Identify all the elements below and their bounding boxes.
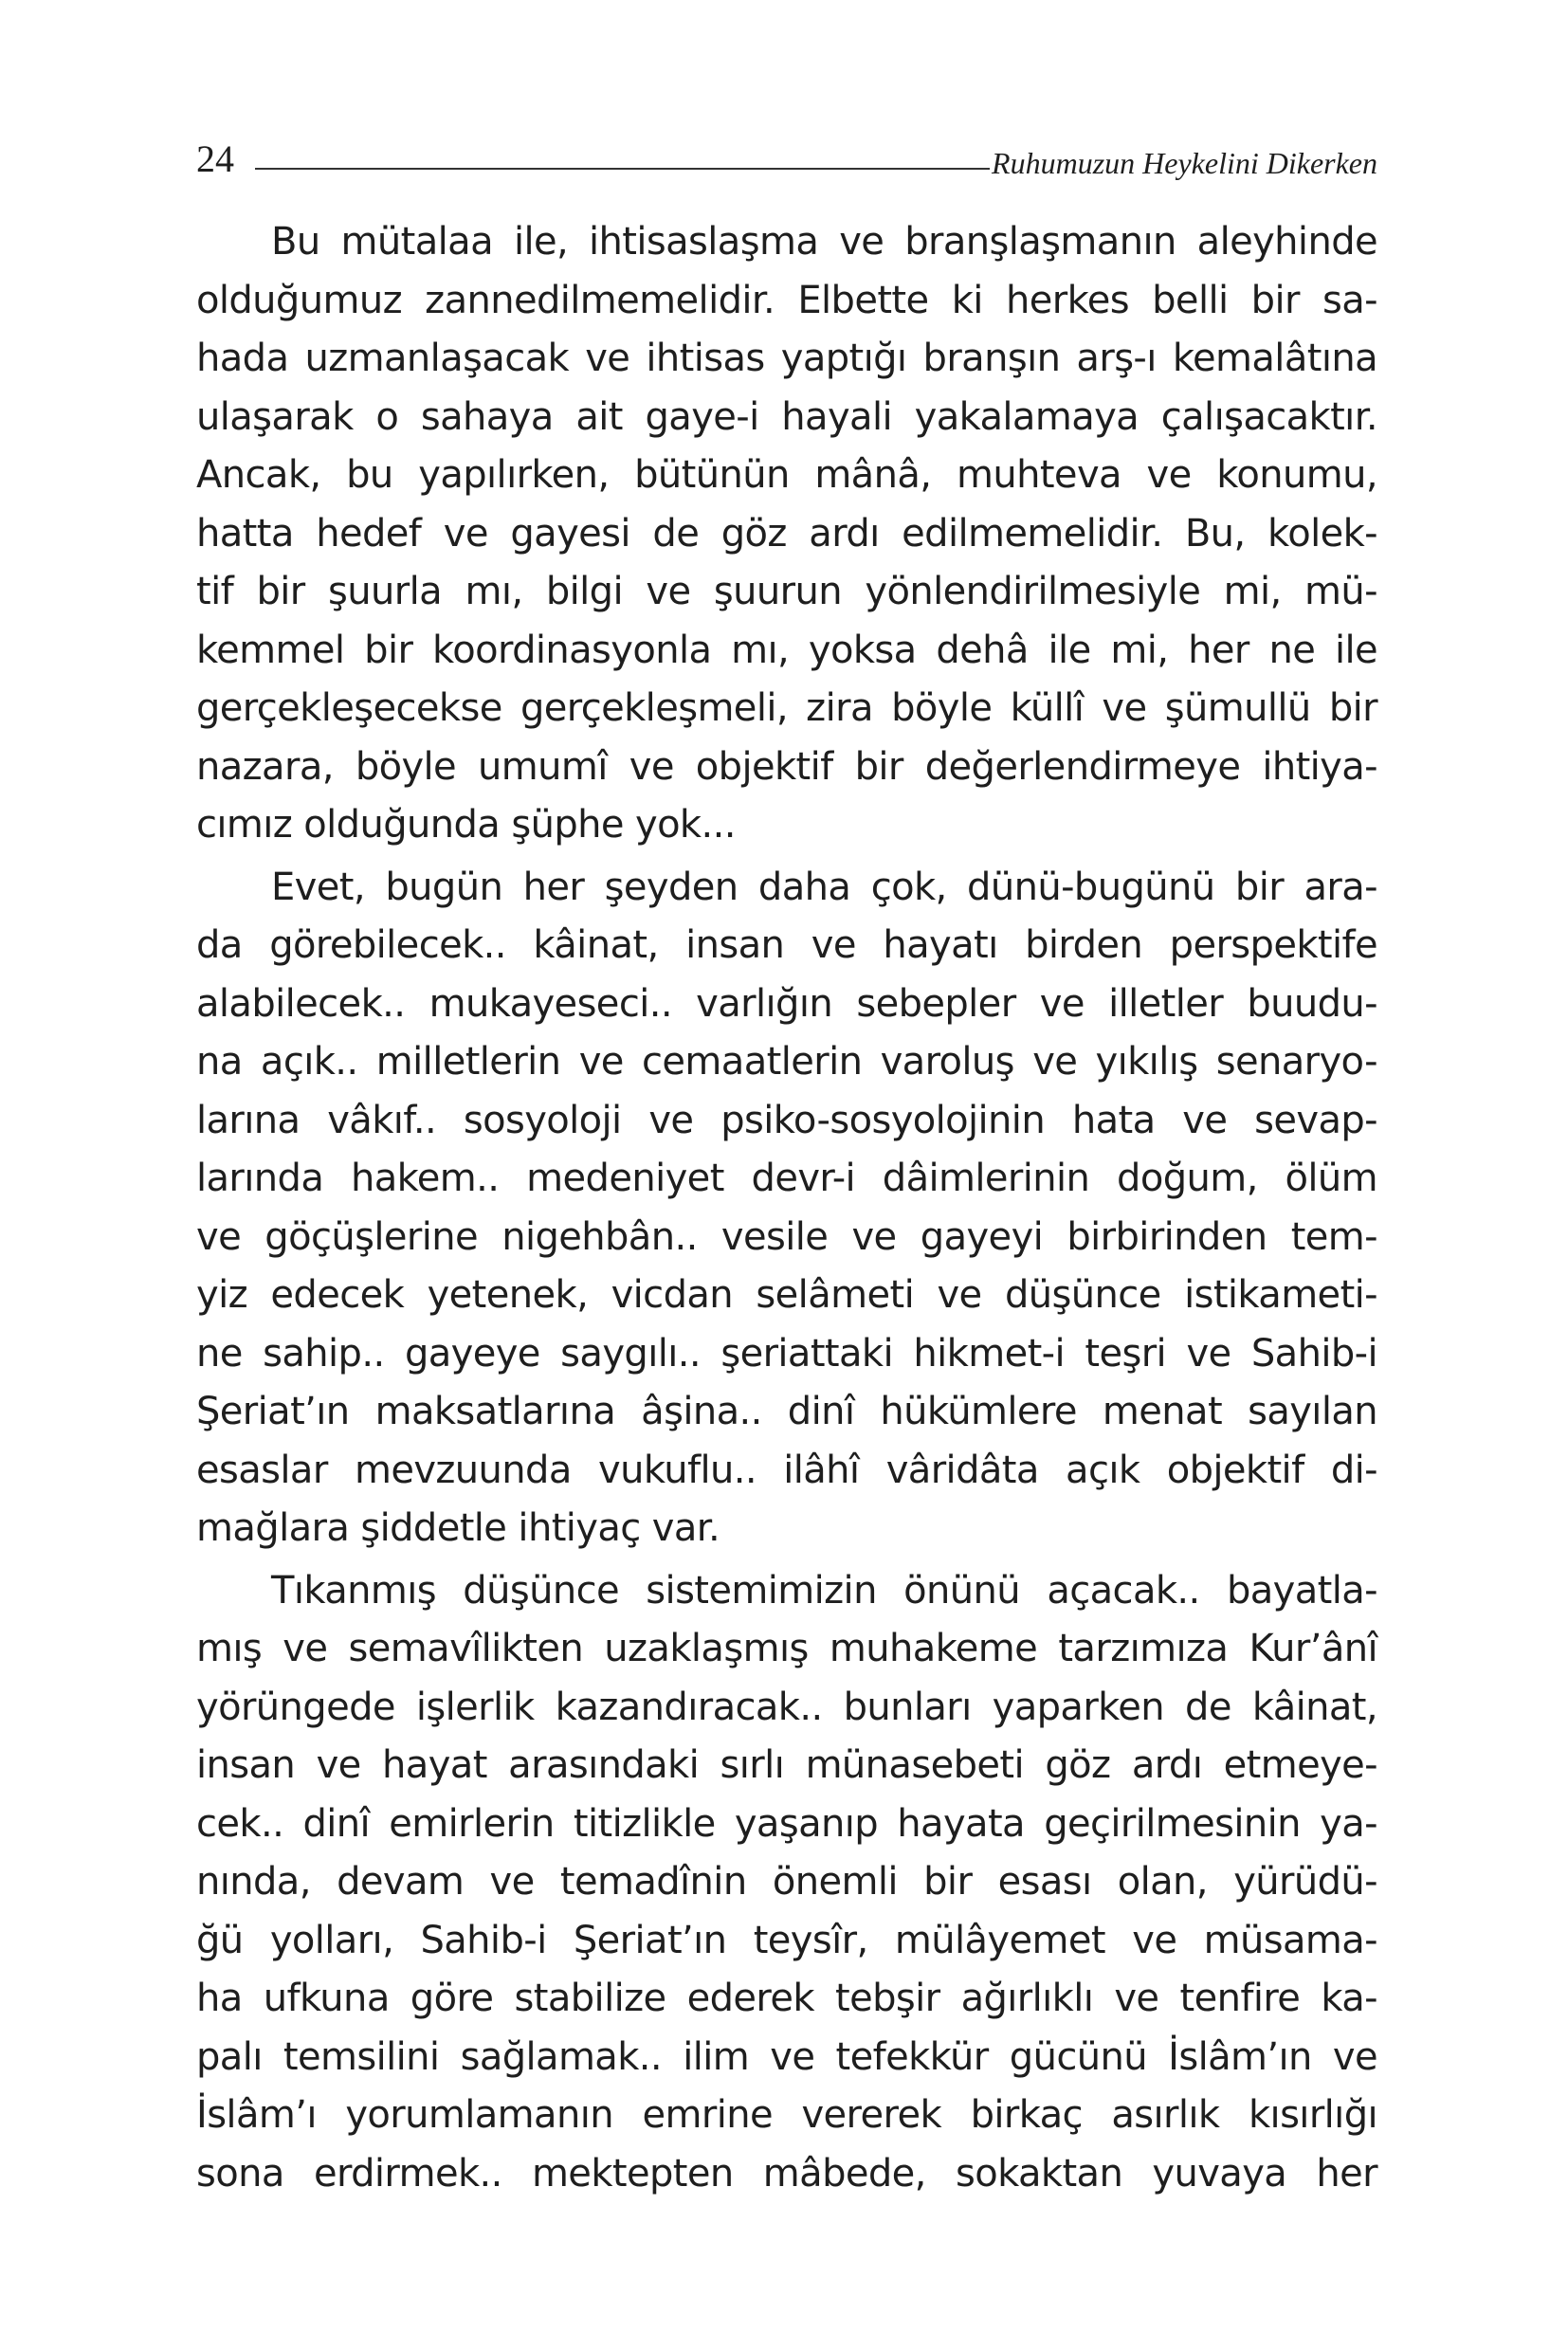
paragraph-1 (196, 213, 1377, 855)
text-line: mış ve semavîlikten uzaklaşmış muhakeme tarzımıza Kur’ânî (196, 1627, 1377, 1670)
text-line: hada uzmanlaşacak ve ihtisas yaptığı branşın arş-ı kemalâtına (196, 337, 1377, 380)
text-line: ğü yolları, Sahib-i Şeriat’ın teysîr, mülâyemet ve müsama- (196, 1918, 1377, 1962)
text-line: kemmel bir koordinasyonla mı, yoksa dehâ ile mi, her ne ile (196, 628, 1377, 672)
paragraph-2 (196, 859, 1377, 1558)
running-header (196, 121, 1377, 178)
text-line: larında hakem.. medeniyet devr-i dâimlerinin doğum, ölüm (196, 1157, 1377, 1200)
text-line: insan ve hayat arasındaki sırlı münasebeti göz ardı etmeye- (196, 1743, 1377, 1787)
text-line: na açık.. milletlerin ve cemaatlerin varoluş ve yıkılış senaryo- (196, 1040, 1377, 1084)
text-line: Şeriat’ın maksatlarına âşina.. dinî hükümlere menat sayılan (196, 1390, 1377, 1433)
text-line: ve göçüşlerine nigehbân.. vesile ve gayeyi birbirinden tem- (196, 1214, 1377, 1259)
text-line: Bu mütalaa ile, ihtisaslaşma ve branşlaşmanın aleyhinde (271, 220, 1377, 264)
paragraph-3 (196, 1562, 1377, 2204)
body-text (196, 213, 1377, 2207)
text-line: esaslar mevzuunda vukuflu.. ilâhî vâridâta açık objektif di- (196, 1448, 1377, 1492)
text-line: da görebilecek.. kâinat, insan ve hayatı birden perspektife (196, 923, 1377, 967)
page-number: 24 (196, 137, 234, 180)
text-line: yörüngede işlerlik kazandıracak.. bunları yaparken de kâinat, (196, 1685, 1377, 1729)
text-line: cımız olduğunda şüphe yok... (196, 803, 736, 847)
text-line: olduğumuz zannedilmemelidir. Elbette ki herkes belli bir sa- (196, 278, 1377, 322)
running-title: Ruhumuzun Heykelini Dikerken (992, 146, 1377, 180)
text-line: Evet, bugün her şeyden daha çok, dünü-bugünü bir ara- (271, 865, 1377, 909)
text-line: İslâm’ı yorumlamanın emrine vererek birkaç asırlık kısırlığı (196, 2093, 1377, 2137)
text-line: larına vâkıf.. sosyoloji ve psiko-sosyolojinin hata ve sevap- (196, 1098, 1377, 1142)
text-line: palı temsilini sağlamak.. ilim ve tefekkür gücünü İslâm’ın ve (196, 2034, 1377, 2079)
text-line: sona erdirmek.. mektepten mâbede, sokaktan yuvaya her (196, 2151, 1377, 2196)
text-line: nazara, böyle umumî ve objektif bir değerlendirmeye ihtiya- (196, 744, 1377, 789)
text-line: cek.. dinî emirlerin titizlikle yaşanıp hayata geçirilmesinin ya- (196, 1801, 1377, 1846)
text-line: gerçekleşecekse gerçekleşmeli, zira böyle küllî ve şümullü bir (196, 686, 1377, 730)
text-line: Tıkanmış düşünce sistemimizin önünü açacak.. bayatla- (271, 1568, 1377, 1613)
text-line: ha ufkuna göre stabilize ederek tebşir ağırlıklı ve tenfire ka- (196, 1977, 1377, 2020)
text-line: ne sahip.. gayeye saygılı.. şeriattaki hikmet-i teşri ve Sahib-i (196, 1331, 1377, 1376)
header-rule (255, 168, 990, 170)
text-line: ulaşarak o sahaya ait gaye-i hayali yakalamaya çalışacaktır. (196, 394, 1377, 439)
text-line: mağlara şiddetle ihtiyaç var. (196, 1506, 720, 1550)
text-line: tif bir şuurla mı, bilgi ve şuurun yönlendirilmesiyle mi, mü- (196, 570, 1377, 613)
text-line: hatta hedef ve gayesi de göz ardı edilmemelidir. Bu, kolek- (196, 511, 1377, 556)
text-line: nında, devam ve temadînin önemli bir esası olan, yürüdü- (196, 1860, 1377, 1904)
text-line: alabilecek.. mukayeseci.. varlığın sebepler ve illetler buudu- (196, 981, 1377, 1026)
text-line: Ancak, bu yapılırken, bütünün mânâ, muhteva ve konumu, (196, 453, 1377, 497)
text-line: yiz edecek yetenek, vicdan selâmeti ve düşünce istikameti- (196, 1273, 1377, 1317)
